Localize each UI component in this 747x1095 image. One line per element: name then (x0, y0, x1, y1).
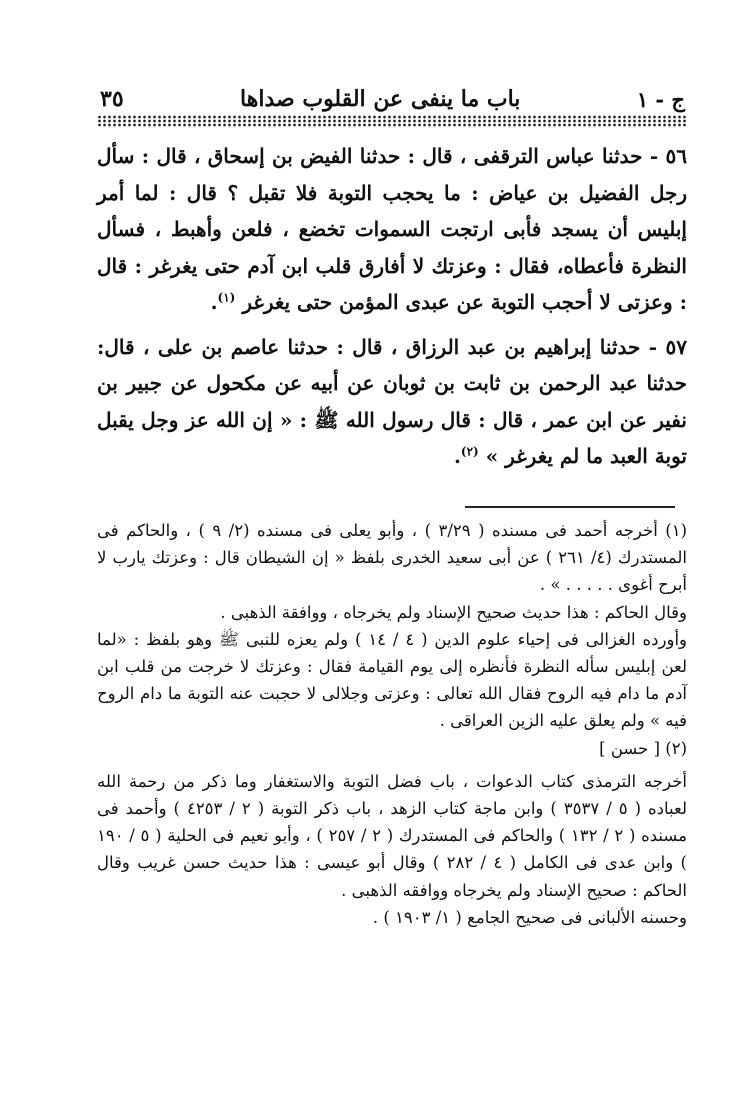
hadith-text: - حدثنا إبراهيم بن عبد الرزاق ، قال : حدثنا عاصم بن على ، قال: حدثنا عبد الرحمن بن ثابت بن ثوبان عن أبيه عن مكحول عن جبير بن نفير عن ابن عمر ، قال : قال رسول الله ﷺ : « إن الله عز وجل يقبل توبة العبد ما لم يغرغر » (97, 334, 687, 468)
footnote-separator (465, 506, 675, 508)
hadith-57 (97, 329, 687, 475)
hadith-number: ٥٦ (665, 144, 687, 168)
page-number: ٣٥ (100, 86, 124, 112)
footnote-ref: (١) (217, 290, 236, 305)
period: . (210, 290, 218, 314)
footnote-1-line: (١) أخرجه أحمد فى مسنده ( ٣/٢٩ ) ، وأبو يعلى فى مسنده (٢/ ٩ ) ، والحاكم فى المستدرك (٤/ ٢٦١ ) عن أبى سعيد الخدرى بلفظ « إن الشيطان قال : وعزتك يارب لا أبرح أغوى . . . . . » . (97, 521, 687, 595)
period: . (453, 444, 461, 468)
footnote-1-line: وقال الحاكم : هذا حديث صحيح الإسناد ولم يخرجاه ، ووافقة الذهبى . (220, 602, 687, 622)
hadith-text: - حدثنا عباس الترقفى ، قال : حدثنا الفيض بن إسحاق ، قال : سأل رجل الفضيل بن عياض : ما يحجب التوبة فلا تقبل ؟ قال : لما أمر إبليس أن يسجد فأبى ارتجت السموات تخضع ، فلعن وأهبط ، فسأل النظرة فأعطاه، فقال : وعزتك لا أفارق قلب ابن آدم حتى يغرغر : قال : وعزتى لا أحجب التوبة عن عبدى المؤمن حتى يغرغر (97, 144, 687, 314)
footnotes (97, 517, 687, 931)
main-text (97, 138, 687, 483)
volume-label: ج - ١ (636, 87, 685, 112)
hadith-56 (97, 138, 687, 321)
chapter-title: باب ما ينفى عن القلوب صداها (240, 86, 521, 112)
hadith-number: ٥٧ (665, 334, 688, 359)
footnote-1-line: وأورده الغزالى فى إحياء علوم الدين ( ٤ / ١٤ ) ولم يعزه للنبى ﷺ وهو بلفظ : «لما لعن إبليس سأله النظرة فأنظره إلى يوم القيامة فقال : وعزتك لا خرجت من قلب ابن آدم ما دام فيه الروح فقال الله تعالى : وعزتى وجلالى لا حجبت عنه التوبة ما دام الروح فيه » ولم يعلق عليه الزين العراقى . (97, 629, 687, 731)
footnote-2-line: أخرجه الترمذى كتاب الدعوات ، باب فضل التوبة والاستغفار وما ذكر من رحمة الله لعباده ( ٥ / ٣٥٣٧ ) وابن ماجة كتاب الزهد ، باب ذكر التوبة ( ٢ / ٤٢٥٣ ) وأحمد فى مسنده ( ٢ / ١٣٢ ) والحاكم فى المستدرك ( ٢ / ٢٥٧ ) ، وأبو نعيم فى الحلية ( ٥ / ١٩٠ ) وابن عدى فى الكامل ( ٤ / ٢٨٢ ) وقال أبو عيسى : هذا حديث حسن غريب وقال الحاكم : صحيح الإسناد ولم يخرجاه ووافقه الذهبى . (97, 771, 688, 900)
header-ornament-divider (97, 115, 687, 127)
running-header (100, 78, 685, 112)
footnote-ref: (٢) (460, 444, 479, 459)
footnote-2-grade: (٢) [ حسن ] (599, 738, 687, 758)
footnote-2-line: وحسنه الألبانى فى صحيح الجامع ( ١/ ١٩٠٣ ) . (372, 907, 687, 927)
